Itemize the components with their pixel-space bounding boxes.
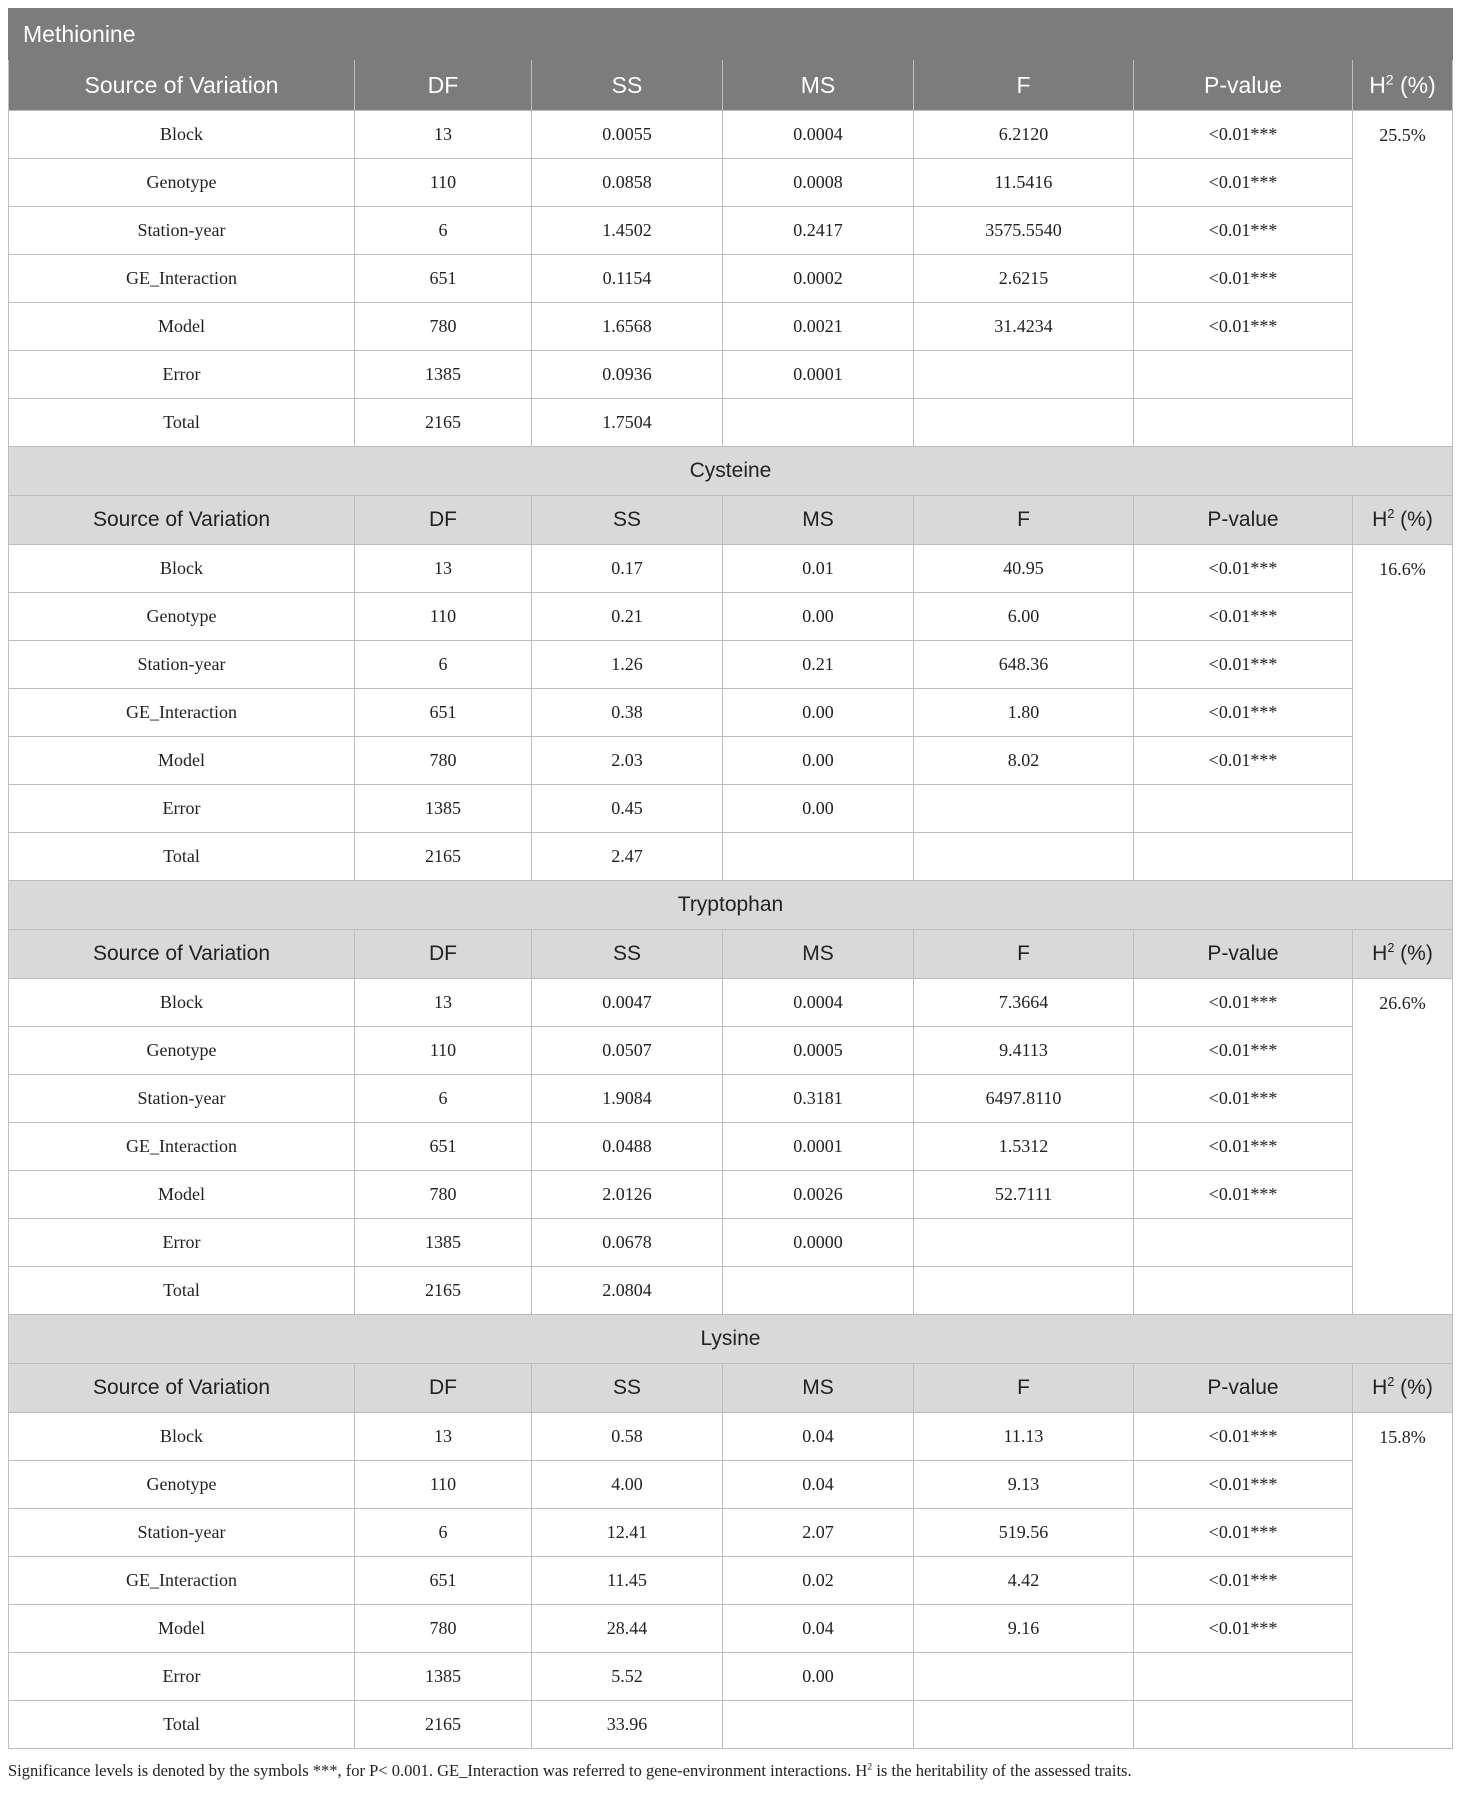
ss-header: SS <box>532 930 723 979</box>
source-cell: Block <box>9 545 355 593</box>
heritability-header-letter: H <box>1372 942 1388 965</box>
source-cell: Block <box>9 979 355 1027</box>
ms-header: MS <box>723 930 914 979</box>
f-cell: 11.13 <box>914 1413 1134 1461</box>
ms-cell: 0.01 <box>723 545 914 593</box>
ms-cell: 0.04 <box>723 1413 914 1461</box>
footnote-text-end: is the heritability of the assessed traits. <box>872 1761 1132 1780</box>
df-cell: 13 <box>355 111 532 159</box>
pvalue-cell: <0.01*** <box>1134 303 1353 351</box>
df-header: DF <box>355 60 532 111</box>
df-header: DF <box>355 1364 532 1413</box>
source-cell: Station-year <box>9 207 355 255</box>
df-cell: 6 <box>355 1509 532 1557</box>
ms-cell: 0.0001 <box>723 1123 914 1171</box>
source-cell: Error <box>9 351 355 399</box>
df-cell: 110 <box>355 1027 532 1075</box>
f-cell: 9.16 <box>914 1605 1134 1653</box>
table-row <box>9 399 1453 447</box>
ss-cell: 2.03 <box>532 737 723 785</box>
ms-cell: 0.00 <box>723 737 914 785</box>
section-title-row <box>9 1315 1453 1364</box>
section-title: Cysteine <box>9 447 1453 496</box>
df-cell: 1385 <box>355 1219 532 1267</box>
df-cell: 1385 <box>355 1653 532 1701</box>
heritability-header-superscript: 2 <box>1387 1375 1395 1389</box>
df-cell: 6 <box>355 1075 532 1123</box>
pvalue-cell: <0.01*** <box>1134 737 1353 785</box>
ms-cell: 0.0026 <box>723 1171 914 1219</box>
source-cell: Genotype <box>9 593 355 641</box>
ms-cell: 0.0000 <box>723 1219 914 1267</box>
heritability-header <box>1353 930 1453 979</box>
df-cell: 2165 <box>355 833 532 881</box>
ms-cell: 0.00 <box>723 689 914 737</box>
footnote-superscript: 2 <box>867 1761 873 1773</box>
ss-cell: 0.1154 <box>532 255 723 303</box>
source-cell: Model <box>9 303 355 351</box>
table-row <box>9 1267 1453 1315</box>
pvalue-cell: <0.01*** <box>1134 1171 1353 1219</box>
ss-cell: 0.0047 <box>532 979 723 1027</box>
f-cell: 4.42 <box>914 1557 1134 1605</box>
f-cell <box>914 1701 1134 1749</box>
source-cell: Model <box>9 1171 355 1219</box>
ss-cell: 1.26 <box>532 641 723 689</box>
ss-cell: 0.38 <box>532 689 723 737</box>
ms-cell: 0.04 <box>723 1605 914 1653</box>
df-cell: 110 <box>355 1461 532 1509</box>
heritability-cell: 26.6% <box>1353 979 1453 1315</box>
source-header: Source of Variation <box>9 60 355 111</box>
df-cell: 13 <box>355 545 532 593</box>
ss-cell: 12.41 <box>532 1509 723 1557</box>
source-header: Source of Variation <box>9 496 355 545</box>
ms-cell: 0.0004 <box>723 979 914 1027</box>
source-cell: Station-year <box>9 1509 355 1557</box>
source-cell: Error <box>9 785 355 833</box>
pvalue-cell <box>1134 1701 1353 1749</box>
df-cell: 2165 <box>355 399 532 447</box>
pvalue-cell <box>1134 1219 1353 1267</box>
table-row <box>9 159 1453 207</box>
f-cell <box>914 785 1134 833</box>
ms-cell <box>723 399 914 447</box>
ms-cell: 0.0001 <box>723 351 914 399</box>
heritability-header-superscript: 2 <box>1385 71 1394 87</box>
df-cell: 2165 <box>355 1267 532 1315</box>
table-row <box>9 689 1453 737</box>
f-cell: 6.2120 <box>914 111 1134 159</box>
heritability-header <box>1353 1364 1453 1413</box>
f-cell: 31.4234 <box>914 303 1134 351</box>
ss-cell: 0.21 <box>532 593 723 641</box>
source-cell: Model <box>9 737 355 785</box>
heritability-header-letter: H <box>1372 1376 1388 1399</box>
ss-cell: 5.52 <box>532 1653 723 1701</box>
ss-header: SS <box>532 1364 723 1413</box>
f-cell: 6.00 <box>914 593 1134 641</box>
heritability-header-superscript: 2 <box>1387 507 1395 521</box>
pvalue-cell: <0.01*** <box>1134 545 1353 593</box>
section-title: Lysine <box>9 1315 1453 1364</box>
pvalue-cell: <0.01*** <box>1134 1413 1353 1461</box>
table-row <box>9 1413 1453 1461</box>
source-cell: Error <box>9 1653 355 1701</box>
df-cell: 780 <box>355 303 532 351</box>
ss-cell: 0.0055 <box>532 111 723 159</box>
ss-cell: 1.9084 <box>532 1075 723 1123</box>
ss-cell: 0.58 <box>532 1413 723 1461</box>
table-row <box>9 545 1453 593</box>
table-row <box>9 1461 1453 1509</box>
column-header-row <box>9 60 1453 111</box>
heritability-header-letter: H <box>1369 71 1386 98</box>
source-cell: Total <box>9 1267 355 1315</box>
df-cell: 651 <box>355 1123 532 1171</box>
f-cell: 3575.5540 <box>914 207 1134 255</box>
ss-cell: 0.0507 <box>532 1027 723 1075</box>
f-cell: 9.13 <box>914 1461 1134 1509</box>
pvalue-cell: <0.01*** <box>1134 641 1353 689</box>
ms-cell: 0.00 <box>723 785 914 833</box>
df-cell: 110 <box>355 593 532 641</box>
source-cell: Genotype <box>9 1027 355 1075</box>
source-cell: Genotype <box>9 159 355 207</box>
table-row <box>9 255 1453 303</box>
source-header: Source of Variation <box>9 1364 355 1413</box>
df-cell: 2165 <box>355 1701 532 1749</box>
table-row <box>9 737 1453 785</box>
df-cell: 651 <box>355 255 532 303</box>
pvalue-header: P-value <box>1134 496 1353 545</box>
ms-cell <box>723 1701 914 1749</box>
pvalue-cell: <0.01*** <box>1134 1123 1353 1171</box>
source-cell: Station-year <box>9 641 355 689</box>
f-cell <box>914 351 1134 399</box>
anova-table-container <box>8 8 1452 1781</box>
ms-cell: 0.0021 <box>723 303 914 351</box>
table-row <box>9 1219 1453 1267</box>
table-row <box>9 1027 1453 1075</box>
ms-header: MS <box>723 60 914 111</box>
table-row <box>9 1701 1453 1749</box>
f-cell: 9.4113 <box>914 1027 1134 1075</box>
f-header: F <box>914 930 1134 979</box>
df-cell: 13 <box>355 1413 532 1461</box>
f-cell: 1.80 <box>914 689 1134 737</box>
pvalue-cell: <0.01*** <box>1134 1461 1353 1509</box>
ms-cell: 0.02 <box>723 1557 914 1605</box>
column-header-row <box>9 496 1453 545</box>
ss-cell: 0.0858 <box>532 159 723 207</box>
pvalue-cell <box>1134 399 1353 447</box>
df-header: DF <box>355 496 532 545</box>
table-row <box>9 303 1453 351</box>
df-cell: 6 <box>355 207 532 255</box>
heritability-cell: 15.8% <box>1353 1413 1453 1749</box>
source-cell: GE_Interaction <box>9 1557 355 1605</box>
ms-cell <box>723 833 914 881</box>
source-cell: Block <box>9 1413 355 1461</box>
source-cell: GE_Interaction <box>9 255 355 303</box>
column-header-row <box>9 1364 1453 1413</box>
df-cell: 780 <box>355 1605 532 1653</box>
ss-cell: 0.17 <box>532 545 723 593</box>
footnote-text-start: Significance levels is denoted by the symbols ***, for P< 0.001. GE_Interaction was referred to gene-environment interactions. H <box>8 1761 868 1780</box>
f-cell: 6497.8110 <box>914 1075 1134 1123</box>
source-cell: Model <box>9 1605 355 1653</box>
heritability-cell: 25.5% <box>1353 111 1453 447</box>
f-cell: 648.36 <box>914 641 1134 689</box>
pvalue-header: P-value <box>1134 1364 1353 1413</box>
source-cell: Block <box>9 111 355 159</box>
ms-cell: 0.0002 <box>723 255 914 303</box>
pvalue-cell: <0.01*** <box>1134 1557 1353 1605</box>
ss-cell: 0.0678 <box>532 1219 723 1267</box>
pvalue-cell: <0.01*** <box>1134 207 1353 255</box>
pvalue-cell: <0.01*** <box>1134 689 1353 737</box>
ss-cell: 2.0804 <box>532 1267 723 1315</box>
f-header: F <box>914 496 1134 545</box>
pvalue-cell: <0.01*** <box>1134 255 1353 303</box>
table-row <box>9 1605 1453 1653</box>
ss-cell: 2.0126 <box>532 1171 723 1219</box>
ms-cell: 0.00 <box>723 1653 914 1701</box>
pvalue-cell: <0.01*** <box>1134 979 1353 1027</box>
source-cell: Total <box>9 399 355 447</box>
ss-cell: 2.47 <box>532 833 723 881</box>
df-cell: 780 <box>355 1171 532 1219</box>
pvalue-cell: <0.01*** <box>1134 159 1353 207</box>
column-header-row <box>9 930 1453 979</box>
f-header: F <box>914 60 1134 111</box>
df-cell: 780 <box>355 737 532 785</box>
pvalue-cell: <0.01*** <box>1134 593 1353 641</box>
ss-cell: 11.45 <box>532 1557 723 1605</box>
df-cell: 1385 <box>355 351 532 399</box>
source-header: Source of Variation <box>9 930 355 979</box>
df-cell: 13 <box>355 979 532 1027</box>
source-cell: Error <box>9 1219 355 1267</box>
f-cell: 519.56 <box>914 1509 1134 1557</box>
pvalue-cell <box>1134 351 1353 399</box>
source-cell: Station-year <box>9 1075 355 1123</box>
source-cell: Genotype <box>9 1461 355 1509</box>
source-cell: GE_Interaction <box>9 1123 355 1171</box>
table-footnote <box>8 1761 1452 1781</box>
ms-cell: 0.0005 <box>723 1027 914 1075</box>
df-cell: 1385 <box>355 785 532 833</box>
table-row <box>9 833 1453 881</box>
df-header: DF <box>355 930 532 979</box>
ms-cell: 0.0008 <box>723 159 914 207</box>
section-title-row <box>9 9 1453 60</box>
heritability-header-superscript: 2 <box>1387 941 1395 955</box>
ss-cell: 28.44 <box>532 1605 723 1653</box>
df-cell: 6 <box>355 641 532 689</box>
pvalue-cell <box>1134 785 1353 833</box>
ss-cell: 0.0936 <box>532 351 723 399</box>
ss-cell: 33.96 <box>532 1701 723 1749</box>
ss-cell: 1.6568 <box>532 303 723 351</box>
table-row <box>9 1075 1453 1123</box>
table-row <box>9 785 1453 833</box>
f-cell: 11.5416 <box>914 159 1134 207</box>
f-cell <box>914 1219 1134 1267</box>
table-row <box>9 207 1453 255</box>
ms-header: MS <box>723 496 914 545</box>
ms-cell: 0.2417 <box>723 207 914 255</box>
ms-cell: 2.07 <box>723 1509 914 1557</box>
anova-table <box>8 8 1453 1749</box>
table-row <box>9 1653 1453 1701</box>
f-cell: 7.3664 <box>914 979 1134 1027</box>
table-row <box>9 979 1453 1027</box>
f-cell <box>914 1653 1134 1701</box>
ss-cell: 1.4502 <box>532 207 723 255</box>
f-cell: 1.5312 <box>914 1123 1134 1171</box>
ms-cell <box>723 1267 914 1315</box>
table-row <box>9 111 1453 159</box>
ms-cell: 0.04 <box>723 1461 914 1509</box>
f-cell <box>914 1267 1134 1315</box>
table-row <box>9 1557 1453 1605</box>
ss-cell: 0.45 <box>532 785 723 833</box>
f-cell: 8.02 <box>914 737 1134 785</box>
pvalue-cell <box>1134 1267 1353 1315</box>
source-cell: Total <box>9 1701 355 1749</box>
f-header: F <box>914 1364 1134 1413</box>
df-cell: 110 <box>355 159 532 207</box>
section-title-row <box>9 447 1453 496</box>
heritability-header-unit: (%) <box>1393 71 1436 98</box>
heritability-header-unit: (%) <box>1394 942 1433 965</box>
pvalue-cell: <0.01*** <box>1134 111 1353 159</box>
source-cell: Total <box>9 833 355 881</box>
ms-header: MS <box>723 1364 914 1413</box>
table-row <box>9 1171 1453 1219</box>
heritability-header-unit: (%) <box>1394 1376 1433 1399</box>
ss-header: SS <box>532 496 723 545</box>
ss-cell: 1.7504 <box>532 399 723 447</box>
ss-cell: 4.00 <box>532 1461 723 1509</box>
ss-cell: 0.0488 <box>532 1123 723 1171</box>
table-row <box>9 1123 1453 1171</box>
pvalue-header: P-value <box>1134 930 1353 979</box>
heritability-header <box>1353 496 1453 545</box>
ms-cell: 0.00 <box>723 593 914 641</box>
heritability-header-letter: H <box>1372 508 1388 531</box>
pvalue-cell: <0.01*** <box>1134 1027 1353 1075</box>
ms-cell: 0.21 <box>723 641 914 689</box>
section-title: Tryptophan <box>9 881 1453 930</box>
pvalue-cell: <0.01*** <box>1134 1075 1353 1123</box>
f-cell: 2.6215 <box>914 255 1134 303</box>
ss-header: SS <box>532 60 723 111</box>
pvalue-cell: <0.01*** <box>1134 1605 1353 1653</box>
section-title-row <box>9 881 1453 930</box>
source-cell: GE_Interaction <box>9 689 355 737</box>
section-title: Methionine <box>9 9 1453 60</box>
f-cell: 52.7111 <box>914 1171 1134 1219</box>
table-row <box>9 593 1453 641</box>
pvalue-cell <box>1134 833 1353 881</box>
f-cell <box>914 399 1134 447</box>
table-row <box>9 641 1453 689</box>
pvalue-cell: <0.01*** <box>1134 1509 1353 1557</box>
heritability-header-unit: (%) <box>1394 508 1433 531</box>
f-cell: 40.95 <box>914 545 1134 593</box>
pvalue-cell <box>1134 1653 1353 1701</box>
ms-cell: 0.3181 <box>723 1075 914 1123</box>
pvalue-header: P-value <box>1134 60 1353 111</box>
df-cell: 651 <box>355 689 532 737</box>
df-cell: 651 <box>355 1557 532 1605</box>
heritability-cell: 16.6% <box>1353 545 1453 881</box>
table-row <box>9 1509 1453 1557</box>
ms-cell: 0.0004 <box>723 111 914 159</box>
heritability-header <box>1353 60 1453 111</box>
table-row <box>9 351 1453 399</box>
f-cell <box>914 833 1134 881</box>
